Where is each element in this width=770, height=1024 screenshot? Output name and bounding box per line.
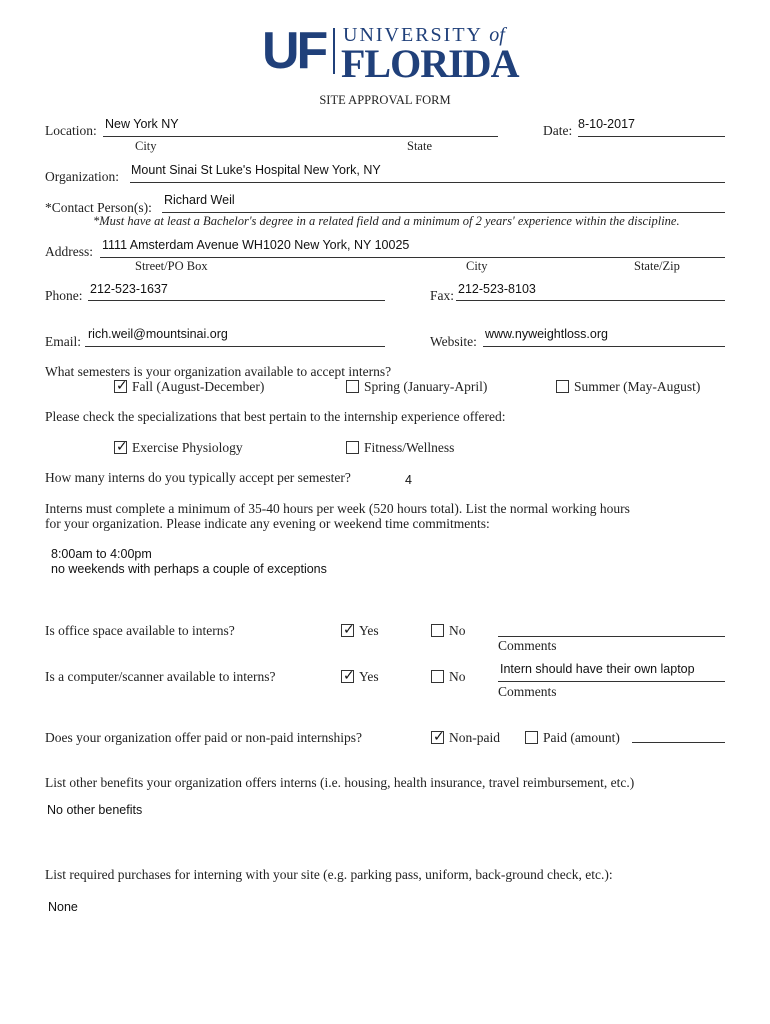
paid-checkbox[interactable] [525, 731, 538, 744]
form-title: SITE APPROVAL FORM [319, 93, 451, 107]
fall-label: Fall (August-December) [132, 379, 265, 394]
computer-question: Is a computer/scanner available to interns? [45, 669, 276, 684]
computer-comments-label: Comments [498, 684, 557, 699]
fitness-wellness-label: Fitness/Wellness [364, 440, 455, 455]
date-field[interactable]: 8-10-2017 [578, 117, 635, 131]
fitness-wellness-checkbox[interactable] [346, 441, 359, 454]
office-space-yes-checkbox[interactable] [341, 624, 354, 637]
paid-amount-underline[interactable] [632, 742, 725, 743]
spring-label: Spring (January-April) [364, 379, 488, 394]
computer-comment-underline [498, 681, 725, 682]
logo-uf-mark: UF [262, 22, 326, 80]
location-underline [103, 136, 498, 137]
email-label: Email: [45, 334, 81, 349]
fax-underline [456, 300, 725, 301]
contact-requirement-note: *Must have at least a Bachelor's degree in a related field and a minimum of 2 years' experience within the discipline. [93, 214, 680, 228]
phone-label: Phone: [45, 288, 83, 303]
purchases-answer[interactable]: None [48, 900, 78, 914]
office-space-yes-label: Yes [359, 623, 379, 638]
paid-question: Does your organization offer paid or non-paid internships? [45, 730, 363, 745]
fax-field[interactable]: 212-523-8103 [458, 282, 536, 296]
computer-no-label: No [449, 669, 466, 684]
checkmark-icon: ✓ [116, 439, 128, 455]
exercise-physiology-label: Exercise Physiology [132, 440, 243, 455]
checkmark-icon: ✓ [343, 622, 355, 638]
computer-comment-field[interactable]: Intern should have their own laptop [500, 662, 695, 676]
interns-count-question: How many interns do you typically accept per semester? [45, 470, 351, 485]
office-space-no-checkbox[interactable] [431, 624, 444, 637]
computer-yes-checkbox[interactable] [341, 670, 354, 683]
website-label: Website: [430, 334, 477, 349]
computer-yes-label: Yes [359, 669, 379, 684]
summer-label: Summer (May-August) [574, 379, 701, 394]
address-field[interactable]: 1111 Amsterdam Avenue WH1020 New York, NY 10025 [102, 238, 410, 252]
logo-divider [333, 28, 335, 74]
location-label: Location: [45, 123, 97, 138]
summer-checkbox[interactable] [556, 380, 569, 393]
organization-field[interactable]: Mount Sinai St Luke's Hospital New York, NY [131, 163, 381, 177]
phone-field[interactable]: 212-523-1637 [90, 282, 168, 296]
office-space-question: Is office space available to interns? [45, 623, 235, 638]
website-field[interactable]: www.nyweightloss.org [485, 327, 608, 341]
spring-checkbox[interactable] [346, 380, 359, 393]
location-field[interactable]: New York NY [105, 117, 179, 131]
hours-instruction-line-1: Interns must complete a minimum of 35-40 hours per week (520 hours total). List the normal working hours [45, 501, 630, 516]
phone-underline [88, 300, 385, 301]
address-underline [100, 257, 725, 258]
exercise-physiology-checkbox[interactable] [114, 441, 127, 454]
date-label: Date: [543, 123, 573, 138]
logo-university-text: UNIVERSITY of [343, 24, 505, 46]
fall-checkbox[interactable] [114, 380, 127, 393]
benefits-answer[interactable]: No other benefits [47, 803, 143, 817]
hours-answer-line-1[interactable]: 8:00am to 4:00pm [51, 547, 152, 561]
date-underline [578, 136, 725, 137]
computer-no-checkbox[interactable] [431, 670, 444, 683]
purchases-question: List required purchases for interning with your site (e.g. parking pass, uniform, back-ground check, etc.): [45, 867, 613, 882]
interns-count-field[interactable]: 4 [405, 473, 412, 487]
contact-label: *Contact Person(s): [45, 200, 152, 215]
address-label: Address: [45, 244, 93, 259]
benefits-question: List other benefits your organization offers interns (i.e. housing, health insurance, travel reimbursement, etc.) [45, 775, 635, 790]
address-statezip-caption: State/Zip [634, 259, 680, 273]
email-field[interactable]: rich.weil@mountsinai.org [88, 327, 228, 341]
office-space-comment-underline [498, 636, 725, 637]
contact-underline [162, 212, 725, 213]
office-space-comments-label: Comments [498, 638, 557, 653]
checkmark-icon: ✓ [433, 729, 445, 745]
location-city-caption: City [135, 139, 157, 153]
organization-underline [130, 182, 725, 183]
specializations-question: Please check the specializations that best pertain to the internship experience offered: [45, 409, 506, 424]
nonpaid-checkbox[interactable] [431, 731, 444, 744]
nonpaid-label: Non-paid [449, 730, 500, 745]
semesters-question: What semesters is your organization available to accept interns? [45, 364, 392, 379]
fax-label: Fax: [430, 288, 455, 303]
address-city-caption: City [466, 259, 488, 273]
email-underline [85, 346, 385, 347]
logo-florida-text: FLORIDA [341, 41, 519, 86]
website-underline [483, 346, 725, 347]
checkmark-icon: ✓ [116, 378, 128, 394]
organization-label: Organization: [45, 169, 119, 184]
paid-amount-label: Paid (amount) [543, 730, 620, 745]
hours-answer-line-2[interactable]: no weekends with perhaps a couple of exceptions [51, 562, 327, 576]
checkmark-icon: ✓ [343, 668, 355, 684]
location-state-caption: State [407, 139, 432, 153]
contact-field[interactable]: Richard Weil [164, 193, 235, 207]
address-street-caption: Street/PO Box [135, 259, 208, 273]
hours-instruction-line-2: for your organization. Please indicate any evening or weekend time commitments: [45, 516, 490, 531]
office-space-no-label: No [449, 623, 466, 638]
